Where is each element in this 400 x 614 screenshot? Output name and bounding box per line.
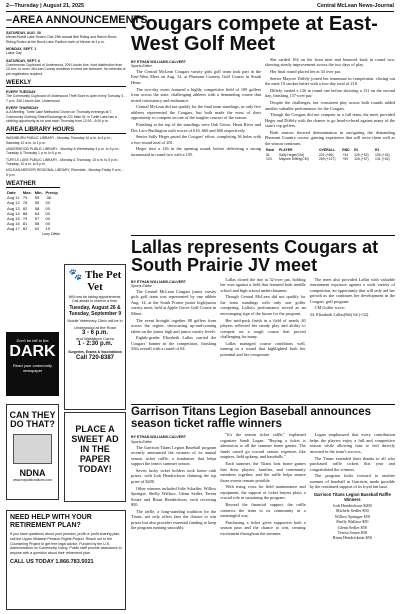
weekly-date: EVERY THURSDAY — [6, 105, 39, 110]
story-golf-meet — [131, 14, 395, 232]
weather-cell: Aug 17 — [7, 226, 20, 232]
story-paragraph: Despite the challenges, her consistent play across both rounds added another valuable performance for the Cougars. — [265, 100, 395, 111]
story-column — [310, 277, 395, 359]
event-item — [6, 47, 126, 56]
right-column — [131, 14, 395, 610]
story-paragraph: The raffle, a long-standing tradition for the Titans, not only offers fans the chance to win prizes but also provides essential funding to keep the program running smoothly. — [131, 508, 217, 531]
weekly-heading: WEEKLY — [6, 80, 126, 87]
story-paragraph: The Titans extended their thanks to all who purchased raffle tickets this year and congratulated the winners. — [309, 455, 395, 472]
story-paragraph: The program looks forward to another summer of baseball in Garrison, made possible by the continued support of its loyal fan base. — [309, 473, 395, 490]
weather-heading: WEATHER — [6, 181, 60, 188]
event-date: MONDAY, SEPT. 1 — [6, 46, 37, 51]
weather-cell: .36 — [45, 195, 52, 201]
weather-col-date: Date — [7, 190, 16, 196]
event-date: SATURDAY, AUG. 30 — [6, 31, 41, 35]
table-header: Rank — [266, 148, 275, 153]
event-item — [6, 31, 126, 44]
public-notice-photo — [13, 434, 52, 464]
story-headline: Garrison Titans Legion Baseball announces season ticket raffle winners — [131, 406, 372, 430]
story-paragraph: Though Central McLean did not qualify for the team standings with only one golfer competing, Lallas's performance served as an encouraging sign of the future for the program. — [220, 294, 306, 316]
story-paragraph: Beyond the financial support, the raffle connects the team to its community in a meaningful way. — [220, 502, 306, 518]
story-paragraph: Both seniors showed determination in navigating the demanding Pheasant Country course, gaining experience that will serve them well as the season continues. — [265, 129, 395, 146]
story-paragraph: Senior Maycee Diffely joined her teammate in competition, closing out the meet 10 strokes better with a two-day total of 218. — [265, 75, 395, 87]
pet-vet-info: Will now be taking appointments. Call ahead to reserve a time. — [68, 295, 122, 303]
event-text: Mercer/Noble Lake Rodeo Club 19th annual Bell Riding and Ranch Bronc Riding Rodeo at the Brock Lake Pavilion north of Mercer at 4 p.m. — [6, 35, 117, 44]
pet-vet-logo — [65, 268, 125, 293]
weather-cell: 00 — [45, 200, 50, 206]
table-header: R1 — [354, 148, 359, 153]
story-paragraph: The event brought together 88 golfers from across the region, showcasing up-and-coming talent on the junior high and junior varsity levels. — [131, 317, 217, 334]
publication-name: Central McLean News-Journal — [317, 3, 394, 9]
weather-cell: 79 — [22, 215, 28, 221]
weekly-text: The Community Cupboard of Underwood Thrift Store is open every Tuesday 3 - 7 p.m. 206 Lincoln Ave. Underwood — [6, 94, 126, 103]
story-byline — [131, 280, 216, 289]
list-item: Glenn Sedler $50 — [337, 524, 367, 530]
list-item: Michele Sedler $50 — [335, 508, 369, 514]
story-paragraph: Each summer, the Titans host home games that draw players, families, and community members together, and the raffle helps ensure those events remain possible. — [220, 461, 306, 483]
story-column — [131, 432, 216, 540]
page-header — [6, 3, 394, 12]
pet-vet-days: Tuesday, August 26 & Tuesday, September 9 — [68, 305, 122, 317]
weather-col-precip: Precip — [45, 190, 58, 196]
table-header: RND — [342, 148, 350, 153]
raffle-winners-title: Garrison Titans Legion Baseball Raffle Winners — [313, 491, 391, 503]
story-paragraph: Seven lucky ticket holders took home cash prizes, with Jodi Hendrickson claiming the top prize of $200. — [131, 467, 217, 484]
weather-col-max: Max. — [22, 190, 32, 196]
weather-cell: 82 — [22, 226, 28, 232]
weather-cell: 57 — [34, 215, 40, 221]
golf-score-table — [265, 148, 395, 161]
table-cell: 221 (+66) — [318, 152, 334, 157]
story-paragraph: Senior Sally Heger paced the Cougars' effort, completing 36 holes with a two-round total of 201. — [131, 134, 261, 145]
table-header: R2 — [375, 148, 380, 153]
table-cell: 105 (+34) — [375, 152, 390, 157]
weather-cell: 00 — [45, 215, 50, 221]
weekly-date: EVERY TUESDAY — [6, 89, 36, 94]
event-text: Commmunic Cupboard of Underwood, 206 Lincoln Ave, food distribution from 10 a.m. to noon. McLean County residents in need are welcome. No referrals or pre-registration required. — [6, 63, 126, 76]
list-item: Jodi Hendrickson $200 — [332, 502, 372, 508]
weather-cell: Aug 14 — [7, 210, 20, 216]
public-notice-url: www.ndpublicnotices.com — [13, 477, 52, 482]
section-divider — [131, 404, 395, 405]
weather-cell: 82 — [22, 205, 28, 211]
story-column — [265, 57, 395, 162]
weather-cell: Aug 15 — [7, 215, 20, 221]
story-paragraph: Though the Cougars did not compete as a full team, the meet provided Heger and Diffely with the chance to go head-to-head against many of the state's top golfers. — [265, 112, 395, 129]
pet-vet-hours: 1 - 2:30 p.m. — [77, 341, 113, 347]
ndna-logo: NDNA — [19, 467, 46, 478]
public-notice-ad — [6, 404, 59, 500]
weather-cell: 58 — [34, 205, 40, 211]
place-ad-text: PLACE A SWEET AD IN THE PAPER TODAY! — [71, 424, 119, 474]
public-notice-headline: CAN THEY DO THAT? — [9, 410, 56, 430]
retirement-title: NEED HELP WITH YOUR RETIREMENT PLAN? — [10, 514, 92, 529]
story-paragraph: Heger shot a 126 in the opening round, before delivering a strong turnaround in round two with a 105. — [131, 146, 261, 157]
byline-role: Sports Editor — [131, 64, 152, 69]
story-column — [310, 432, 395, 540]
weather-cell: 00 — [45, 210, 50, 216]
byline-role: Sports Editor — [131, 440, 152, 445]
table-cell: 61 — [266, 152, 270, 157]
pet-vet-place: Underwood at the Rose — [73, 325, 117, 330]
weather-cell: 00 — [45, 205, 50, 211]
list-item: Shelly Wallace $50 — [336, 519, 369, 525]
story-paragraph: With rising costs for field maintenance and equipment, the support of ticket buyers plays a crucial role in sustaining the program. — [220, 484, 306, 501]
announcements-banner: –AREA ANNOUNCEMENTS– — [6, 14, 154, 26]
table-cell: 126 (+52) — [354, 152, 369, 157]
story-paragraph: "It's the season ticket raffle," explained organizer Sandi Logan. "Buying a ticket is admission to all the summer home games. The funds raised go toward season expenses like umpires, field upkeep, and baseballs." — [220, 432, 306, 460]
weather-cell: Aug 12 — [7, 200, 20, 206]
event-item — [6, 59, 126, 76]
story-column — [220, 277, 305, 359]
weather-cell: Aug 13 — [7, 205, 20, 211]
story-lallas — [131, 238, 395, 401]
story-paragraph: Finishing at the top of the standings were Oak Grove, Heart River and Des Lacs-Burlington with scores of 616, 660 and 660 respectively. — [131, 122, 261, 133]
pet-vet-phone: Call 720-8387 — [75, 355, 115, 361]
story-paragraph: Other winners included Julie Schaffer, Willow Springer, Shelly Wallace, Glenn Sedler, Teresa Souze and Brian Hendrickson, each receiving $50. — [131, 485, 217, 507]
pet-vet-place: and Washburn Cares — [76, 336, 114, 341]
story-paragraph: Eighth-grader Elizabeth Lallas carried the Cougars' banner in the competition, finishing 35th overall with a round of 64. — [131, 335, 217, 352]
story-headline: Lallas represents Cougars at South Prairie JV meet — [131, 237, 379, 276]
table-cell: 126 (+57) — [354, 157, 369, 162]
dark-ad-big: DARK — [9, 343, 56, 360]
weather-cell: Aug 16 — [7, 221, 20, 227]
table-row — [265, 157, 395, 161]
table-cell: Sally Heger(CM) — [278, 152, 305, 157]
pet-vet-clinic: Mobile Veterinary Clinic will be in — [67, 319, 123, 323]
page-date-line: 2—Thursday | August 21, 2025 — [6, 3, 85, 9]
story-paragraph: She carded 104 on the front nine and bounced back in round two, showing steady improvement across the two days of play. — [265, 56, 395, 68]
story-byline — [131, 435, 216, 444]
story-paragraph: The two-day event featured a highly competitive field of 109 golfers from across the state, challenging athletes with a demanding course that tested consistency and endurance. — [131, 86, 261, 103]
dark-ad-line3: Read your community newspaper — [13, 363, 52, 373]
story-paragraph: Diffely carded a 126 in round one before shooting a 131 on the second day, finishing 137-over par. — [265, 87, 395, 99]
story-column — [220, 432, 305, 540]
weekly-item — [6, 106, 126, 123]
weather-cell: Aug 11 — [7, 195, 20, 201]
retirement-call: CALL US TODAY 1.866.783.5021 — [10, 558, 94, 565]
newspaper-dark-ad — [6, 332, 59, 396]
weather-credit: Larry Dittak — [42, 231, 60, 236]
table-header: OVERALL — [318, 148, 336, 153]
story-paragraph: The Garrison Titans Legion Baseball program recently announced the winners of its annual season ticket raffle, a fundraiser that helps support the team's summer season. — [131, 444, 217, 467]
weather-cell: 78 — [22, 200, 28, 206]
story-paragraph: The Central McLean Cougars varsity girls golf team took part in the East-West Meet on Aug. 12, at Pheasant Country Golf Course in South Heart. — [131, 68, 261, 85]
story-paragraph: Her mid-pack finish in a field of nearly 40 players reflected her steady play and ability to compete on a tough course that proved challenging for many. — [220, 317, 306, 340]
table-cell: 131 (+62) — [375, 157, 390, 162]
story-paragraph: Lallas closed the day at 32-over par, holding her own against a field that featured both middle school and high school underclassmen. — [220, 276, 306, 293]
weather-cell: 64 — [34, 210, 40, 216]
weather-cell: 59 — [34, 195, 40, 201]
story-column — [131, 57, 261, 162]
retirement-body: If you have questions about your pension, profit or profit sharing plan, call the Upper Midwest Pension Rights Project. Reach out to the Counseling Project to get free legal advice. Funded by the U.S. Administration on Community Living. Public staff provide assistance to anyone with a question about their retirement plan. — [10, 532, 122, 556]
dark-ad-line1: Don't be left in the — [16, 338, 49, 343]
byline-role: Sports Editor — [131, 284, 152, 289]
story-titans-raffle — [131, 407, 395, 613]
weather-cell: 81 — [22, 221, 28, 227]
library-heading: AREA LIBRARY HOURS — [6, 127, 126, 134]
table-header: PLAYER — [278, 148, 293, 153]
story-paragraph: The Central McLean Cougars junior varsity girls golf team was represented by one athlete Aug. 14, at the South Prairie junior high/junior varsity meet, held at Apple Grove Golf Course in Minot. — [131, 288, 217, 316]
byline-name: BY ETHAN WILLIAMS-CALVERT — [131, 279, 186, 284]
weekly-text: A.A Meeting, Turtle Lake Methodist Church on Thursday evenings at 7. Community Clothing Share/Exchange at 221 Main St. in Turtle Lake has a clothing opportunity at no cost each Thursday from 12:00 - 6:00 p.m. — [6, 110, 117, 123]
place-ad-promo — [64, 412, 126, 502]
pet-vet-title: The Pet Vet — [84, 269, 122, 293]
table-cell: Maycee Diffely(CM) — [278, 157, 309, 162]
weather-cell: 19 — [45, 226, 50, 232]
story-paragraph: Her final round placed her at 34 over par. — [270, 68, 341, 74]
library-item: UNDERWOOD PUBLIC LIBRARY - Monday & Wednesday 4 p.m. to 5 p.m.; Tuesday & Thursday 1 p.m. to 6 p.m. — [6, 146, 120, 156]
library-item: MCLEAN-MERCER REGIONAL LIBRARY, Riverdale - Monday-Friday 9 a.m. - 5 p.m. — [6, 168, 124, 177]
list-item: Willow Springer $50 — [334, 513, 370, 519]
story-paragraph: Logan emphasized that every contribution helps the players enjoy a full and competitive season while allowing fans to feel directly invested in the team's success. — [309, 432, 395, 454]
byline-name: BY ETHAN WILLIAMS-CALVERT — [131, 435, 186, 440]
event-text: Labor Day — [6, 51, 22, 56]
paw-icon: 🐾 — [68, 269, 83, 281]
story-paragraph: The meet also provided Lallas with valuable tournament exposure against a wide variety of competition, an opportunity that will only aid her growth as she continues her development in the Cougars' golf program. — [309, 276, 395, 304]
weather-col-min: Min. — [34, 190, 43, 196]
section-divider — [131, 235, 395, 236]
weather-cell: 79 — [22, 195, 28, 201]
story-paragraph: Lallas managed course conditions well, turning in a round that highlighted both her potential and her composure. — [220, 340, 306, 357]
weather-cell: 55 — [34, 200, 40, 206]
library-item: WASHBURN PUBLIC LIBRARY - Monday-Thursday 10 a.m. to 6 p.m.; Saturday 10 a.m. to 1 p.m. — [6, 136, 112, 145]
table-cell: 269 (+127) — [318, 157, 336, 162]
table-cell: 103 — [266, 157, 272, 162]
score-line: 34. Elizabeth Lallas(8th) 64 (+32) — [309, 312, 369, 318]
weather-table — [6, 190, 60, 232]
story-column — [131, 277, 216, 359]
story-byline — [131, 60, 261, 69]
weekly-item — [6, 90, 126, 103]
weather-cell: 62 — [34, 226, 40, 232]
raffle-winners-box — [310, 492, 395, 541]
story-paragraph: CM Golfer score: — [314, 305, 345, 311]
list-item: Brian Hendrickson $50 — [332, 535, 372, 541]
weather-cell: 58 — [34, 221, 40, 227]
retirement-help-ad — [6, 510, 126, 610]
list-item: Teresa Souze $50 — [337, 529, 368, 535]
story-paragraph: Purchasing a ticket gives supporters both a season pass and the chance to win, creating excitement throughout the summer. — [220, 519, 306, 536]
table-cell: +59 — [342, 157, 349, 162]
pet-vet-hours: 3 - 6 p.m. — [81, 330, 108, 336]
weather-cell: 00 — [45, 221, 50, 227]
table-cell: +34 — [342, 152, 349, 157]
byline-name: BY ETHAN WILLIAMS-CALVERT — [131, 59, 186, 64]
weather-cell: 88 — [22, 210, 28, 216]
story-paragraph: Central McLean did not qualify for the final team standings, as only five athletes represented the Cougars, but both made the most of their opportunity to compete on one of the tougher courses of the season. — [131, 104, 261, 121]
library-item: TURTLE LAKE PUBLIC LIBRARY - Monday & Thursday, 10 a.m. to 5 p.m.; Tuesday, 10 a.m. to 5 p.m. — [6, 157, 119, 166]
pet-vet-services: Surgeries, Exams & Vaccinations — [68, 350, 122, 354]
story-headline: Cougars compete at East-West Golf Meet — [131, 13, 378, 56]
pet-vet-ad — [64, 264, 126, 410]
event-date: SATURDAY, SEPT. 6 — [6, 58, 40, 63]
